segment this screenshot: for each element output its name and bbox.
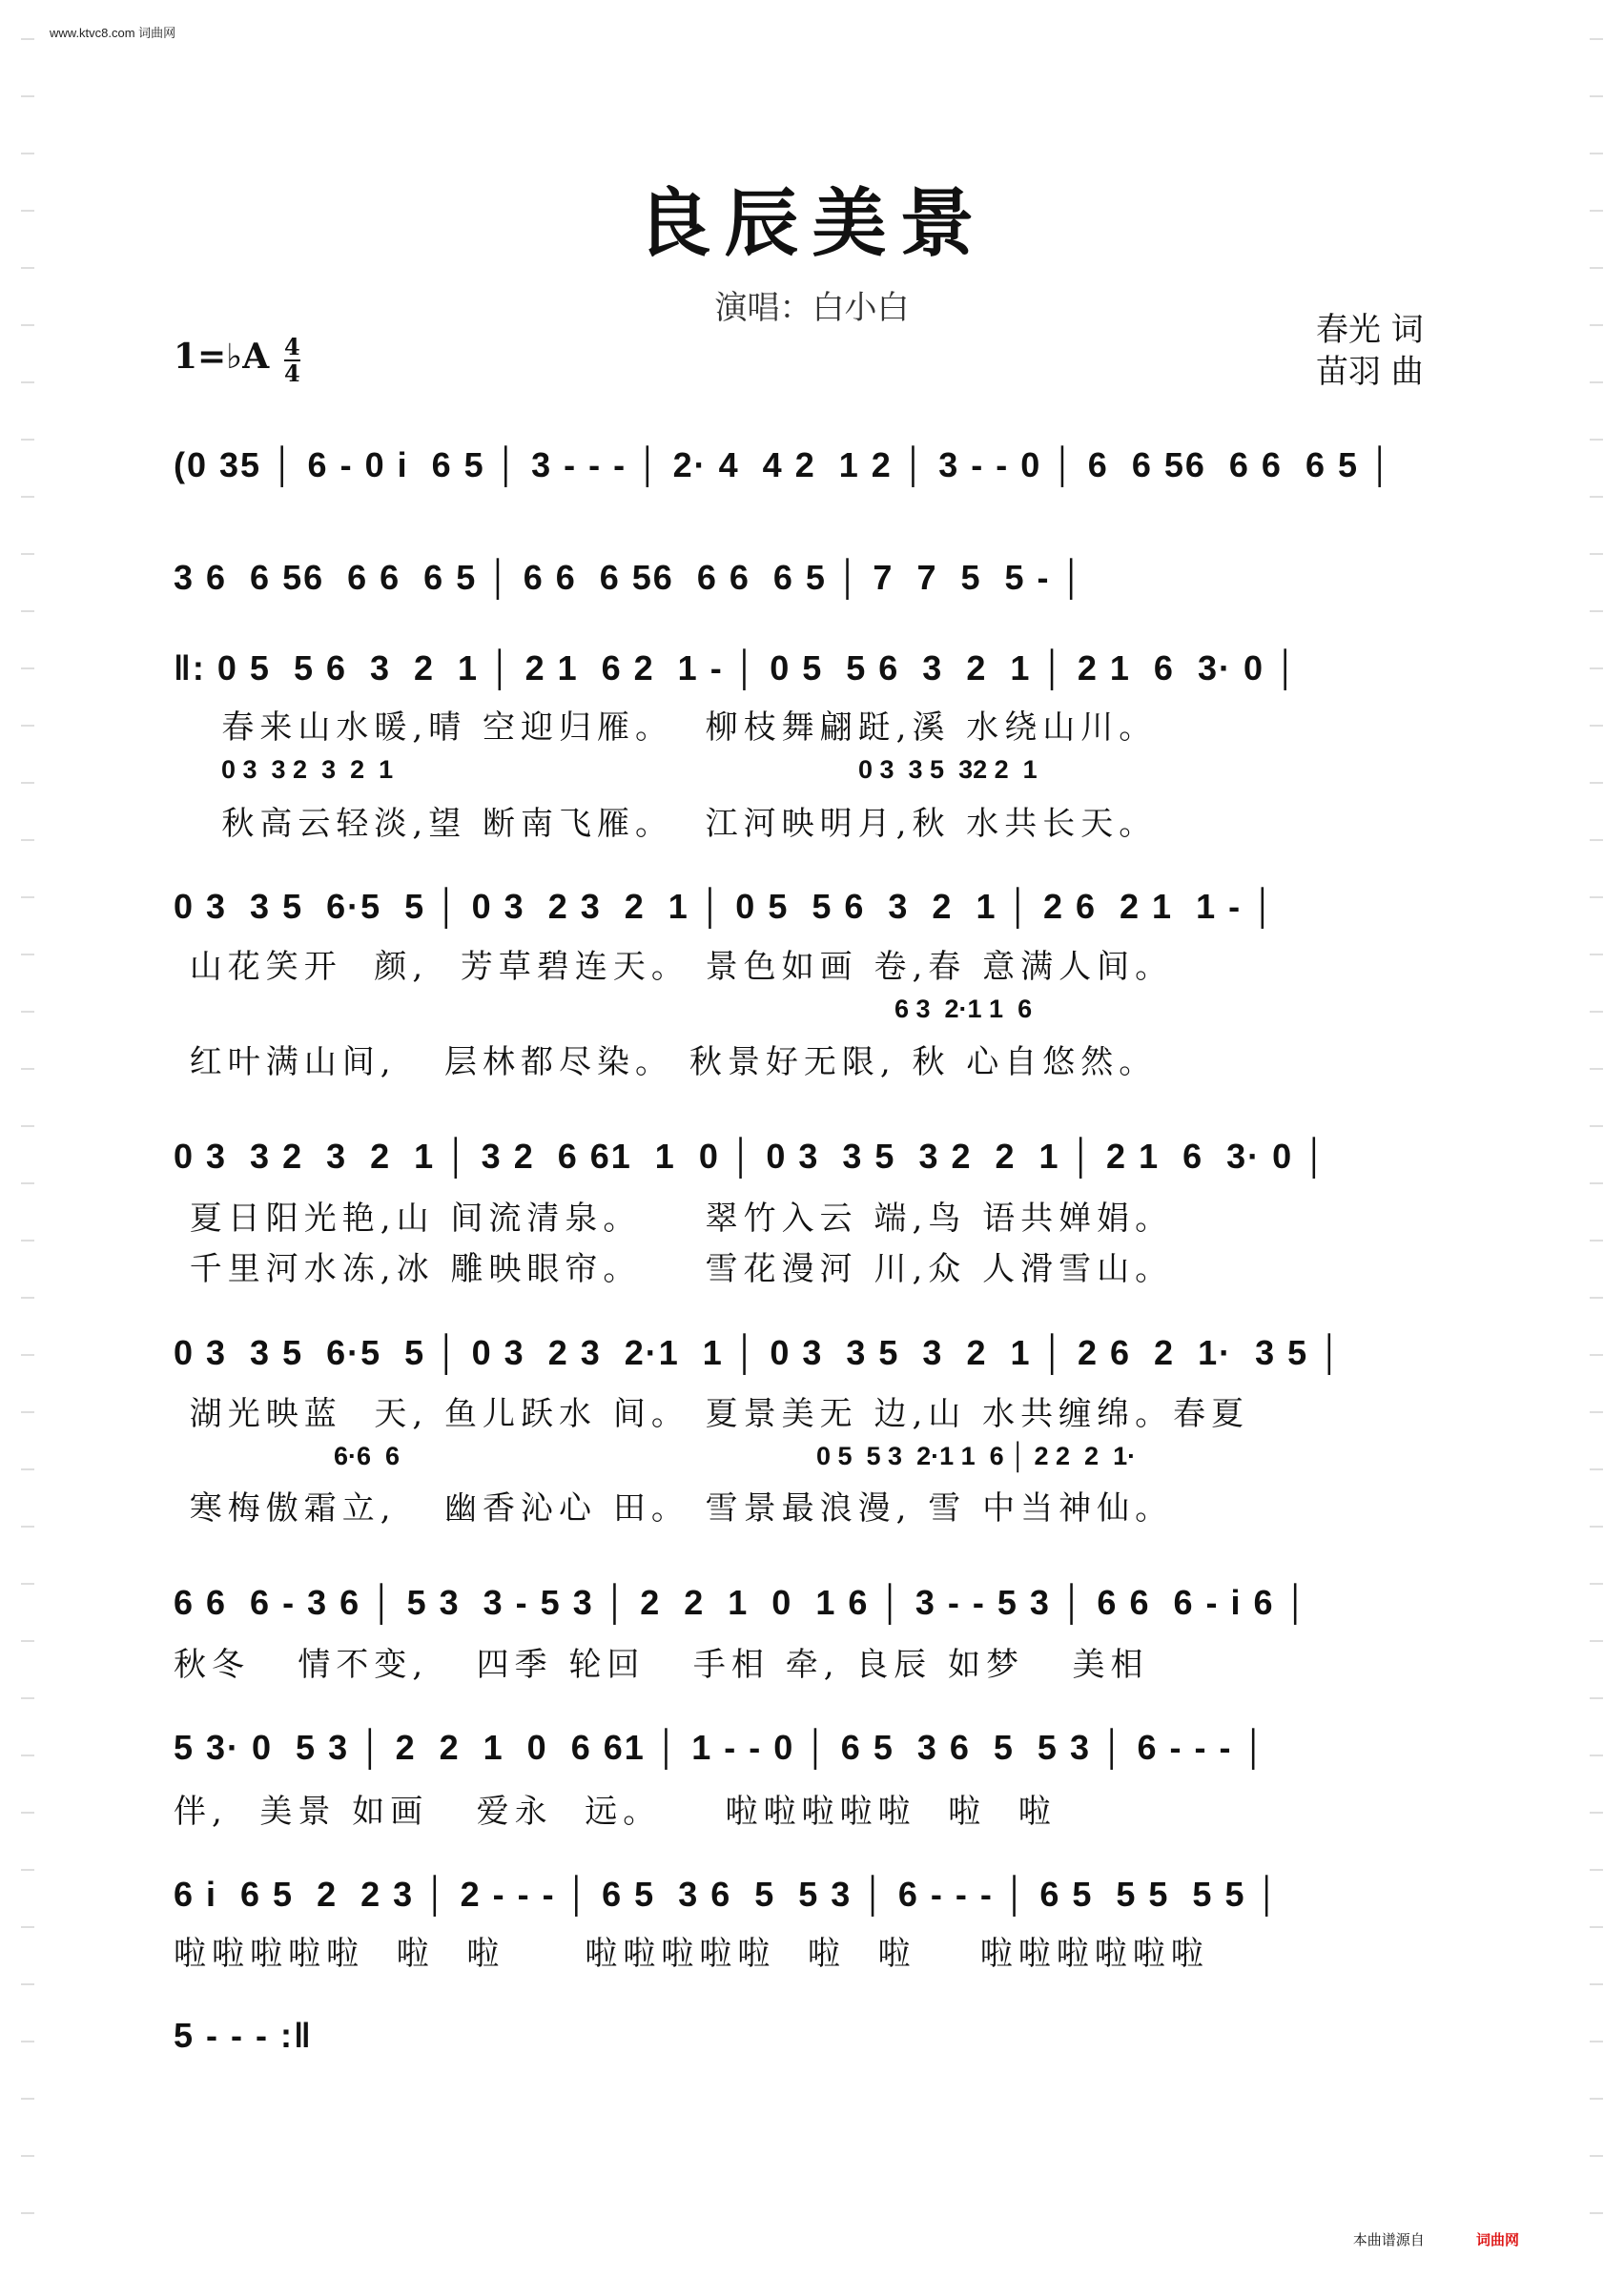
- footer-brand-link[interactable]: 词曲网: [1475, 2232, 1519, 2248]
- alt-notes-row-3-a: 0 3 3 2 3 2 1: [221, 755, 394, 784]
- score-row-8: 5 3· 0 5 3 │ 2 2 1 0 6 61 │ 1 - - 0 │ 6 5 3 6 5 5 3 │ 6 - - - │: [174, 1728, 1267, 1767]
- alt-notes-row-3-b: 0 3 3 5 32 2 1: [858, 755, 1038, 784]
- alt-notes-row-6-a: 6·6 6: [334, 1442, 401, 1470]
- lyricist-credit: 春光 词: [1316, 311, 1424, 349]
- time-signature-bottom: 4: [284, 359, 300, 387]
- score-row-7: 6 6 6 - 3 6 │ 5 3 3 - 5 3 │ 2 2 1 0 1 6 │ 3 - - 5 3 │ 6 6 6 - i 6 │: [174, 1583, 1310, 1622]
- alt-notes-row-4: 6 3 2·1 1 6: [894, 995, 1033, 1023]
- score-row-3: ‖: 0 5 5 6 3 2 1 │ 2 1 6 2 1 - │ 0 5 5 6 3 2 1 │ 2 1 6 3· 0 │: [174, 648, 1300, 688]
- left-watermark-strip: [21, 38, 34, 2250]
- score-row-9: 6 i 6 5 2 2 3 │ 2 - - - │ 6 5 3 6 5 5 3 │ 6 - - - │ 6 5 5 5 5 5 │: [174, 1875, 1281, 1914]
- score-row-4: 0 3 3 5 6·5 5 │ 0 3 2 3 2 1 │ 0 5 5 6 3 2 1 │ 2 6 2 1 1 - │: [174, 887, 1277, 926]
- singer-credit: 演唱：白小白: [714, 289, 910, 327]
- lyric-row-6-verse-2: 寒梅傲霜立, 幽香沁心 田。 雪景最浪漫, 雪 中当神仙。: [174, 1489, 1174, 1528]
- lyric-row-3-verse-1: 春来山水暖,晴 空迎归雁。 柳枝舞翩跹,溪 水绕山川。: [174, 708, 1158, 747]
- time-signature: [284, 333, 300, 387]
- score-row-6: 0 3 3 5 6·5 5 │ 0 3 2 3 2·1 1 │ 0 3 3 5 3 2 1 │ 2 6 2 1· 3 5 │: [174, 1333, 1344, 1372]
- score-row-2: 3 6 6 56 6 6 6 5 │ 6 6 6 56 6 6 6 5 │ 7 7 5 5 - │: [174, 558, 1086, 597]
- footer-source: [1353, 2229, 1519, 2249]
- site-url[interactable]: www.ktvc8.com 词曲网: [50, 26, 176, 40]
- lyric-row-8: 伴, 美景 如画 爱永 远。 啦啦啦啦啦 啦 啦: [174, 1793, 1057, 1831]
- lyric-row-5-verse-2: 千里河水冻,冰 雕映眼帘。 雪花漫河 川,众 人滑雪山。: [174, 1250, 1174, 1288]
- footer-source-label: 本曲谱源自: [1352, 2232, 1425, 2248]
- lyric-row-4-verse-2: 红叶满山间, 层林都尽染。 秋景好无限, 秋 心自悠然。: [174, 1043, 1158, 1081]
- score-row-10: 5 - - - :‖: [174, 2016, 313, 2055]
- lyric-row-5-verse-1: 夏日阳光艳,山 间流清泉。 翠竹入云 端,鸟 语共婵娟。: [174, 1200, 1174, 1238]
- lyric-row-9: 啦啦啦啦啦 啦 啦 啦啦啦啦啦 啦 啦 啦啦啦啦啦啦: [174, 1935, 1209, 1973]
- score-row-1: (0 35 │ 6 - 0 i 6 5 │ 3 - - - │ 2· 4 4 2 1 2 │ 3 - - 0 │ 6 6 56 6 6 6 5 │: [174, 445, 1394, 484]
- song-title: 良辰美景: [636, 180, 988, 267]
- lyric-row-3-verse-2: 秋高云轻淡,望 断南飞雁。 江河映明月,秋 水共长天。: [174, 805, 1158, 843]
- lyric-row-4-verse-1: 山花笑开 颜, 芳草碧连天。 景色如画 卷,春 意满人间。: [174, 948, 1174, 986]
- right-watermark-strip: [1590, 38, 1603, 2250]
- composer-credit: 苗羽 曲: [1316, 353, 1424, 391]
- time-signature-top: 4: [284, 333, 300, 360]
- lyric-row-7: 秋冬 情不变, 四季 轮回 手相 牵, 良辰 如梦 美相: [174, 1646, 1149, 1684]
- key-signature: 1=♭A: [174, 337, 270, 377]
- score-row-5: 0 3 3 2 3 2 1 │ 3 2 6 61 1 0 │ 0 3 3 5 3 2 2 1 │ 2 1 6 3· 0 │: [174, 1137, 1328, 1176]
- alt-notes-row-6-b: 0 5 5 3 2·1 1 6 │ 2 2 2 1·: [816, 1442, 1137, 1470]
- lyric-row-6-verse-1: 湖光映蓝 天, 鱼儿跃水 间。 夏景美无 边,山 水共缠绵。春夏: [174, 1395, 1250, 1433]
